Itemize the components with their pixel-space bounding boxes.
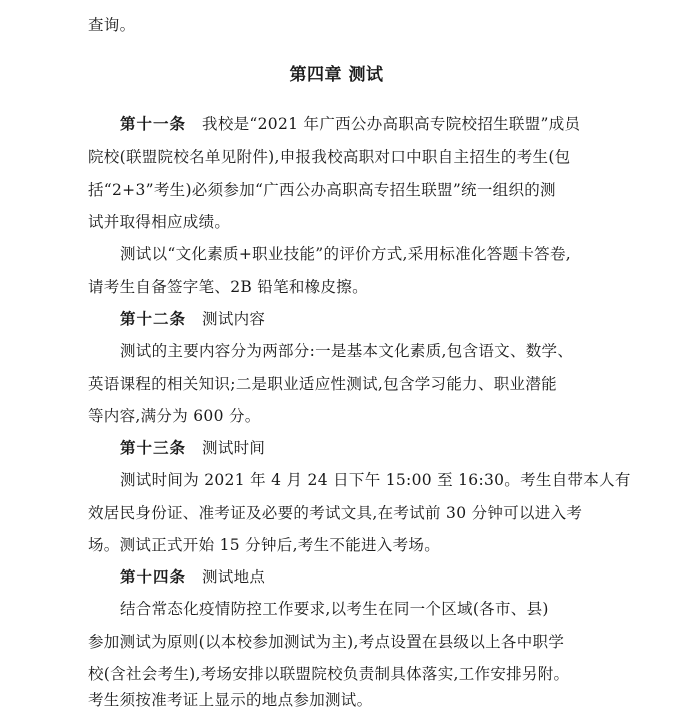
previous-paragraph-tail: 查询。	[88, 16, 136, 34]
location-line-4: 考生须按准考证上显示的地点参加测试。	[88, 691, 373, 709]
content-line-3: 等内容,满分为 600 分。	[88, 407, 261, 425]
article-12-heading	[120, 309, 265, 329]
article-11-line-4: 试并取得相应成绩。	[88, 213, 231, 231]
test-method-line-2: 请考生自备签字笔、2B 铅笔和橡皮擦。	[88, 278, 368, 296]
article-11-first-line	[120, 114, 580, 134]
time-line-3: 场。测试正式开始 15 分钟后,考生不能进入考场。	[88, 536, 441, 554]
content-line-2: 英语课程的相关知识;二是职业适应性测试,包含学习能力、职业潜能	[88, 375, 557, 393]
location-line-1: 结合常态化疫情防控工作要求,以考生在同一个区域(各市、县)	[120, 600, 549, 618]
time-line-2: 效居民身份证、准考证及必要的考试文具,在考试前 30 分钟可以进入考	[88, 504, 583, 522]
test-method-line-1: 测试以“文化素质+职业技能”的评价方式,采用标准化答题卡答卷,	[120, 245, 571, 263]
chapter-title: 第四章 测试	[289, 65, 384, 85]
article-14-label: 第十四条	[120, 568, 187, 586]
article-11-line-1: 我校是“2021 年广西公办高职高专院校招生联盟”成员	[202, 115, 581, 133]
article-12-label: 第十二条	[120, 310, 187, 328]
content-line-1: 测试的主要内容分为两部分:一是基本文化素质,包含语文、数学、	[120, 342, 574, 360]
article-12-title: 测试内容	[202, 310, 266, 328]
article-14-title: 测试地点	[202, 568, 266, 586]
location-line-2: 参加测试为原则(以本校参加测试为主),考点设置在县级以上各中职学	[88, 633, 565, 651]
article-13-label: 第十三条	[120, 439, 187, 457]
article-13-title: 测试时间	[202, 439, 266, 457]
article-13-heading	[120, 438, 265, 458]
article-14-heading	[120, 567, 265, 587]
article-11-line-3: 括“2+3”考生)必须参加“广西公办高职高专招生联盟”统一组织的测	[88, 181, 556, 199]
article-11-label: 第十一条	[120, 115, 187, 133]
article-11-line-2: 院校(联盟院校名单见附件),申报我校高职对口中职自主招生的考生(包	[88, 148, 571, 166]
time-line-1: 测试时间为 2021 年 4 月 24 日下午 15:00 至 16:30。考生自带本人有	[120, 471, 631, 489]
location-line-3: 校(含社会考生),考场安排以联盟院校负责制具体落实,工作安排另附。	[88, 665, 570, 683]
